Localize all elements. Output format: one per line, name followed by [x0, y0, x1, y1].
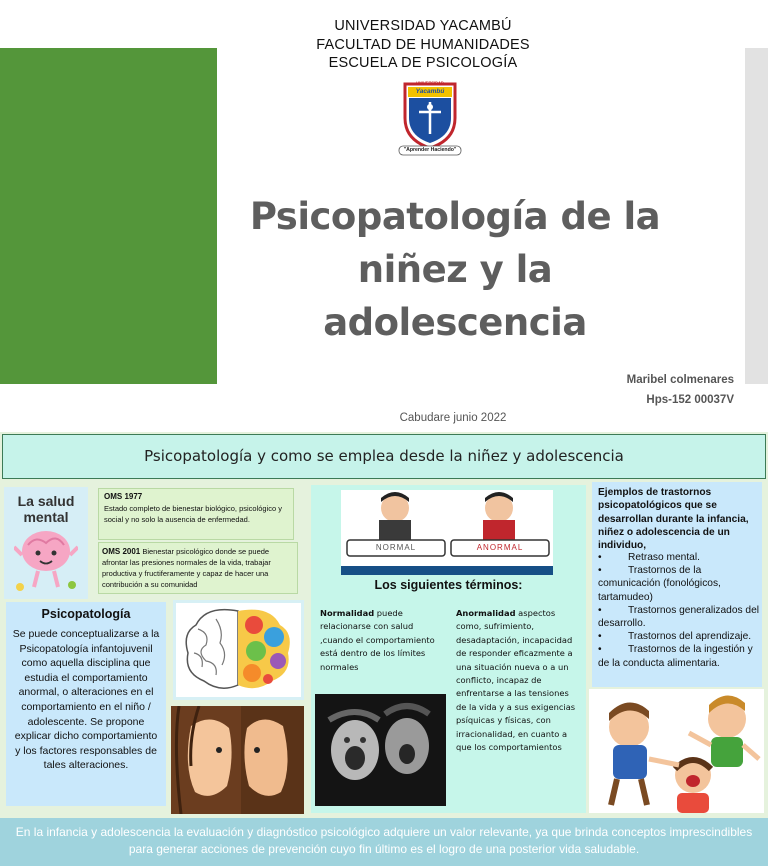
examples-title: Ejemplos de trastornos psicopatológicos que se desarrollan durante la infancia, niñez o adolescencia de un individuo, [598, 487, 749, 552]
anormalidad-description: aspectos como, sufrimiento, desadaptación, incapacidad de responder eficazmente a una situación nueva o a un conflicto, incapaz de enfrentarse a las tensiones de la vida y a sus exigencias psíquicas y físicas, con irracionalidad, en cuanto a que los comportamientos [456, 608, 576, 753]
anormalidad-text [456, 607, 580, 754]
oms-1977-note [98, 488, 294, 540]
terms-title: Los siguientes términos: [374, 578, 523, 592]
normalidad-description: puede relacionarse con salud ,cuando el comportamiento está dentro de los límites normales [320, 608, 435, 672]
brain-illustration [173, 600, 304, 700]
presentation-title [222, 190, 688, 349]
oms-2001-text: Bienestar psicológico donde se puede afrontar las presiones normales de la vida, trabajar productiva y fructiferamente y capaz de hacer una contribución a su comunidad [102, 547, 271, 589]
title-line-2: niñez y la adolescencia [323, 248, 587, 344]
infographic-footer [0, 818, 768, 866]
student-code: Hps-152 00037V [646, 394, 734, 406]
author-name: Maribel colmenares [626, 374, 734, 386]
oms-2001-paragraph [102, 546, 296, 590]
normal-anormal-illustration [341, 490, 553, 574]
logo-name: Yacambú [415, 88, 445, 95]
examples-list [598, 551, 760, 670]
oms-1977-text: Estado completo de bienestar biológico, psicológico y social y no solo la ausencia de enfermedad. [104, 504, 283, 524]
examples-box [592, 482, 762, 687]
psicopatologia-text: Se puede conceptualizarse a la Psicopatología infantojuvenil como aquella disciplina que estudia el comportamiento anormal, o alteraciones en el comportamiento en el niño / adolescente. Se propone explicar dicho comportamiento y los factores responsables de tales alteraciones. [12, 628, 160, 772]
title-line-1: Psicopatología de la [249, 195, 661, 238]
list-item: • Retraso mental. [598, 552, 700, 563]
green-accent-block [0, 48, 217, 384]
list-item: • Trastornos de la comunicación (fonológicos, tartamudeo) [598, 565, 721, 603]
gray-accent-strip [745, 48, 768, 384]
anormalidad-term: Anormalidad [456, 608, 516, 618]
university-logo [395, 78, 465, 158]
university-name: UNIVERSIDAD YACAMBÚ [334, 18, 512, 34]
place-date: Cabudare junio 2022 [399, 412, 507, 424]
normalidad-text [320, 607, 445, 674]
image-caption-bar [341, 566, 553, 575]
normalidad-term: Normalidad [320, 608, 375, 618]
salud-mental-card [4, 487, 88, 599]
oms-2001-note [98, 542, 298, 594]
logo-top-text: UNIVERSIDAD [416, 80, 444, 85]
anormal-label: ANORMAL [476, 543, 524, 552]
logo-motto: "Aprender Haciendo" [403, 147, 457, 153]
infographic-header: Psicopatología y como se emplea desde la niñez y adolescencia [2, 434, 766, 479]
psicopatologia-box [6, 602, 166, 806]
footer-text: En la infancia y adolescencia la evaluación y diagnóstico psicológico adquiere un valor relevante, ya que brinda conceptos imprescindibles para generar acciones de prevención cuyo fin último es el logro de una posterior vida saludable. [15, 825, 753, 856]
salud-mental-title: La salud mental [17, 493, 75, 525]
oms-2001-title: OMS 2001 [102, 547, 141, 556]
girl-profile-illustration [171, 706, 304, 814]
school-name: ESCUELA DE PSICOLOGÍA [328, 55, 518, 71]
oms-1977-title: OMS 1977 [104, 492, 143, 501]
faculty-name: FACULTAD DE HUMANIDADES [316, 37, 530, 53]
list-item: • Trastornos generalizados del desarrollo. [598, 604, 759, 630]
list-item: • Trastornos del aprendizaje. [598, 631, 752, 643]
fighting-kids-illustration [589, 689, 764, 813]
normal-label: NORMAL [375, 543, 417, 552]
screaming-children-photo [315, 694, 446, 806]
brain-character-icon [14, 525, 78, 595]
psicopatologia-title: Psicopatología [41, 607, 131, 621]
list-item: • Trastornos de la ingestión y de la conducta alimentaria. [598, 644, 753, 669]
